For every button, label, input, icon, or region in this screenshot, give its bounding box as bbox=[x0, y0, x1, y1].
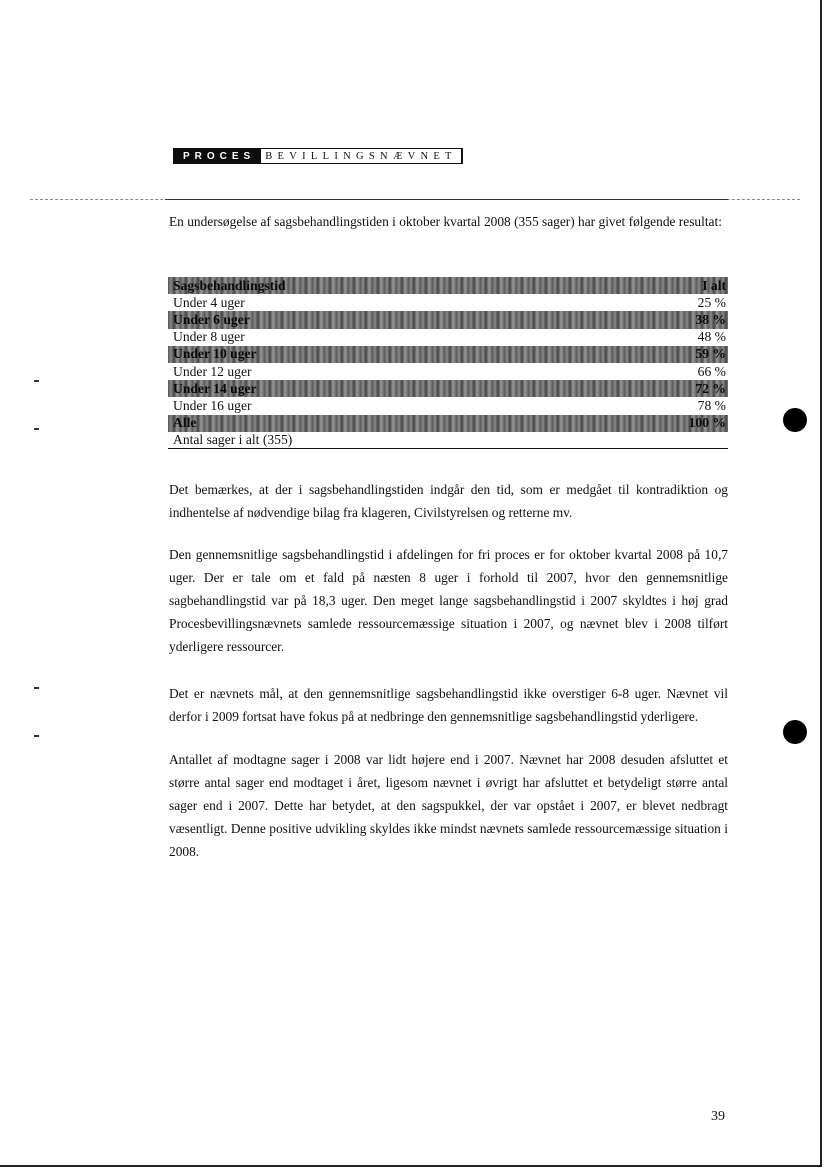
row-label: Under 12 uger bbox=[173, 363, 252, 379]
punch-hole-mark bbox=[783, 408, 807, 432]
scan-margin-mark bbox=[34, 735, 39, 737]
table-row bbox=[168, 311, 728, 328]
table-row bbox=[168, 346, 728, 363]
body-paragraph-3: Det er nævnets mål, at den gennemsnitlige sagsbehandlingstid ikke overstiger 6-8 uger. Nævnet vil derfor i 2009 fortsat have fokus på at nedbringe den gennemsnitlige sagsbehandlingstid yderligere. bbox=[169, 686, 728, 724]
table-total-row bbox=[168, 432, 728, 449]
header-logo bbox=[173, 148, 463, 164]
table-header-row bbox=[168, 277, 728, 294]
body-paragraph-2: Den gennemsnitlige sagsbehandlingstid i afdelingen for fri proces er for oktober kvartal 2008 på 10,7 uger. Der er tale om et fald på næsten 8 uger i forhold til 2007, hvor den gennemsnitlige sagbehandlingstid var på 18,3 uger. Den meget lange sagsbehandlingstid i 2007 skyldtes i høj grad Procesbevillingsnævnets samlede ressourcemæssige situation i 2007, og nævnet blev i 2008 tilført yderligere ressourcer. bbox=[169, 547, 728, 654]
scan-margin-mark bbox=[34, 380, 39, 382]
header-rule bbox=[165, 199, 728, 200]
row-value: 66 % bbox=[697, 363, 726, 379]
row-value: 25 % bbox=[697, 294, 726, 310]
table-header-value: I alt bbox=[702, 277, 726, 293]
intro-paragraph: En undersøgelse af sagsbehandlingstiden i oktober kvartal 2008 (355 sager) har givet følgende resultat: bbox=[169, 214, 722, 229]
page-number: 39 bbox=[711, 1109, 725, 1124]
table-row bbox=[168, 363, 728, 380]
table-header-label: Sagsbehandlingstid bbox=[173, 277, 286, 293]
scan-margin-mark bbox=[34, 428, 39, 430]
scan-margin-mark bbox=[34, 687, 39, 689]
row-value: 59 % bbox=[695, 346, 726, 362]
row-label: Under 4 uger bbox=[173, 294, 245, 310]
logo-proces: PROCES bbox=[173, 148, 261, 164]
row-value: 78 % bbox=[697, 397, 726, 413]
row-label: Under 16 uger bbox=[173, 397, 252, 413]
row-value: 38 % bbox=[695, 311, 726, 327]
logo-bevillingsnaevnet: BEVILLINGSNÆVNET bbox=[261, 148, 463, 164]
row-value: 48 % bbox=[697, 329, 726, 345]
table-row bbox=[168, 380, 728, 397]
row-label: Alle bbox=[173, 415, 197, 431]
table-row bbox=[168, 397, 728, 414]
punch-hole-mark bbox=[783, 720, 807, 744]
table-row bbox=[168, 329, 728, 346]
body-paragraph-4: Antallet af modtagne sager i 2008 var lidt højere end i 2007. Nævnet har 2008 desuden afsluttet et større antal sager end modtaget i året, ligesom nævnet i øvrigt har afsluttet et betydeligt større antal sager end i 2007. Dette har betydet, at den sagspukkel, der var opstået i 2007, er blevet nedbragt væsentligt. Denne positive udvikling skyldes ikke mindst nævnets samlede ressourcemæssige situation i 2008. bbox=[169, 752, 728, 859]
row-label: Under 14 uger bbox=[173, 380, 257, 396]
table-row bbox=[168, 294, 728, 311]
row-label: Antal sager i alt (355) bbox=[173, 431, 293, 447]
body-paragraph-1: Det bemærkes, at der i sagsbehandlingstiden indgår den tid, som er medgået til kontradiktion og indhentelse af nødvendige bilag fra klageren, Civilstyrelsen og retterne mv. bbox=[169, 482, 728, 520]
row-label: Under 8 uger bbox=[173, 329, 245, 345]
row-value: 72 % bbox=[695, 380, 726, 396]
processing-time-table bbox=[168, 277, 728, 449]
table-row bbox=[168, 415, 728, 432]
row-value: 100 % bbox=[688, 415, 726, 431]
row-label: Under 10 uger bbox=[173, 346, 257, 362]
row-label: Under 6 uger bbox=[173, 311, 250, 327]
